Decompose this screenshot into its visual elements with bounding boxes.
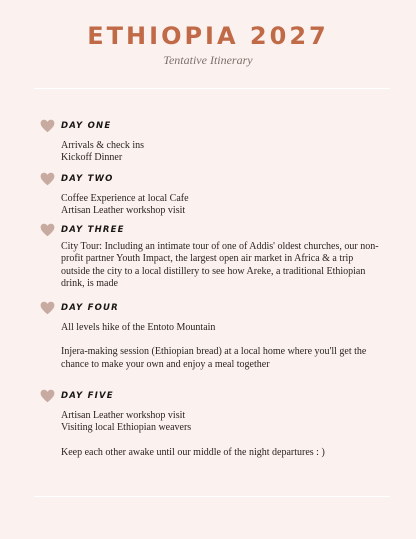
heart-icon (40, 119, 55, 133)
heart-icon (40, 223, 55, 237)
activity-line: Injera-making session (Ethiopian bread) at a local home where you'll get the chance to make your own and enjoy a meal together (61, 346, 367, 370)
activity-line: Kickoff Dinner (61, 152, 123, 164)
day-label: DAY ONE (61, 121, 112, 131)
activity-line: Artisan Leather workshop visit (61, 410, 186, 421)
activity-line: Artisan Leather workshop visit (61, 205, 186, 217)
day-label: DAY THREE (61, 225, 125, 235)
day-label: DAY FIVE (61, 391, 114, 401)
bottom-divider (34, 496, 390, 497)
heart-icon (40, 172, 55, 186)
activity-line: All levels hike of the Entoto Mountain (61, 322, 216, 333)
day-four-section (40, 300, 380, 371)
activity-line: Keep each other awake until our middle of the night departures : ) (61, 446, 325, 458)
day-five-section (40, 388, 380, 459)
activity-line: Visiting local Ethiopian weavers (61, 422, 192, 434)
day-one-section (40, 118, 380, 165)
day-label: DAY TWO (61, 174, 114, 184)
activity-line: City Tour: Including an intimate tour of one of Addis' oldest churches, our non-profit partner Youth Impact, the largest open air market in Africa & a trip outside the city to a local distillery to see how Areke, a traditional Ethiopian drink, is made (61, 241, 379, 290)
day-two-section (40, 171, 380, 218)
day-three-section (40, 222, 380, 291)
heart-icon (40, 389, 55, 403)
activity-line: Coffee Experience at local Cafe (61, 193, 189, 204)
page-title: ETHIOPIA 2027 (87, 22, 329, 50)
day-label: DAY FOUR (61, 303, 119, 313)
heart-icon (40, 301, 55, 315)
top-divider (34, 88, 390, 89)
activity-line: Arrivals & check ins (61, 140, 145, 151)
page-subtitle: Tentative Itinerary (163, 53, 253, 67)
